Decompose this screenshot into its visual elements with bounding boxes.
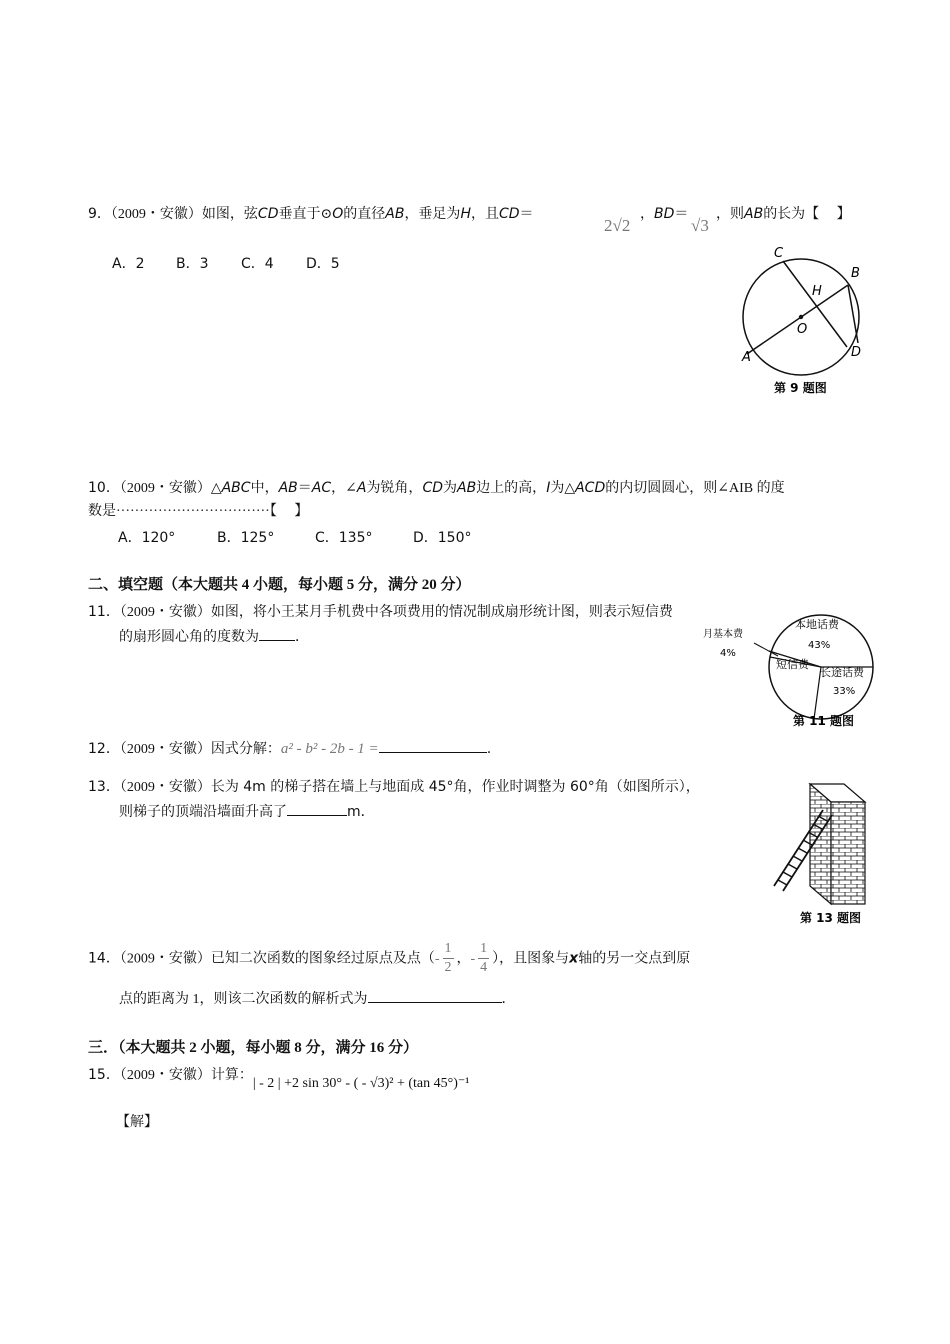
segment-bd	[848, 285, 858, 343]
q13-line1: 13．（2009・安徽）长为 4m 的梯子搭在墙上与地面成 45°角，作业时调整为 60°角（如图所示），	[88, 779, 700, 795]
fraction-one-quarter: $\frac{1}{4}$	[480, 941, 488, 975]
wall-front	[831, 802, 865, 904]
q9-line: 9．（2009・安徽）如图，弦CD垂直于⊙O的直径AB，垂足为H，且CD＝	[88, 206, 534, 222]
q9-figure	[730, 240, 875, 400]
q13-figure	[770, 780, 870, 930]
q9-options	[112, 253, 340, 273]
label-sms: 短信费	[776, 658, 809, 671]
q10-line2: 数是·································【 】	[88, 504, 309, 519]
value-base-fee: 4%	[720, 648, 736, 659]
q11-line1: 11．（2009・安徽）如图，将小王某月手机费中各项费用的情况制成扇形统计图，则表示短信费	[88, 604, 673, 620]
q9-bd-value: √3	[691, 216, 709, 235]
q15-line: 15．（2009・安徽）计算：| - 2 | +2 sin 30° - ( - √3)² + (tan 45°)⁻¹	[88, 1067, 470, 1091]
label-c: C	[774, 246, 784, 261]
q11-answer-blank[interactable]	[259, 626, 295, 641]
label-a: A	[742, 350, 751, 365]
q9-cd-value: 2√2	[604, 216, 631, 235]
q13-line2: 则梯子的顶端沿墙面升高了 m．	[119, 801, 375, 821]
diameter-ab	[747, 285, 848, 354]
q15-expression: | - 2 | +2 sin 30° - ( - √3)² + (tan 45°)⁻¹	[252, 1076, 470, 1091]
q10-option-c: C．135°	[315, 530, 373, 546]
q14-line1: 14．（2009・安徽）已知二次函数的图象经过原点及点（- $\frac{1}{2}$ ，- $\frac{1}{4}$ ），且图象与x轴的另一交点到原	[88, 941, 691, 975]
q9-option-b: B．3	[176, 256, 209, 272]
q14-answer-blank[interactable]	[368, 988, 502, 1003]
label-h: H	[812, 284, 822, 299]
q11-caption: 第 11 题图	[793, 714, 855, 728]
q11-line2: 的扇形圆心角的度数为 ．	[119, 626, 309, 646]
section-2-heading: 二、填空题（本大题共 4 小题，每小题 5 分，满分 20 分）	[88, 577, 471, 593]
q12-answer-blank[interactable]	[379, 738, 487, 753]
label-long-distance: 长途话费	[820, 666, 864, 679]
q9-caption: 第 9 题图	[774, 381, 827, 395]
q9-option-c: C．4	[241, 256, 274, 272]
q12-expression: a² - b² - 2b - 1 =	[280, 741, 379, 757]
label-base-fee: 月基本费	[703, 629, 743, 640]
q14-line2: 点的距离为 1，则该二次函数的解析式为 ．	[119, 988, 516, 1008]
section-3-heading: 三．（本大题共 2 小题，每小题 8 分，满分 16 分）	[88, 1040, 419, 1056]
chord-cd	[783, 261, 847, 347]
label-d: D	[851, 345, 862, 360]
q9-option-a: A．2	[112, 256, 145, 272]
q15-solution-label: 【解】	[116, 1115, 158, 1130]
label-b: B	[851, 266, 860, 281]
value-local-call: 43%	[808, 640, 831, 651]
value-long-distance: 33%	[833, 686, 856, 697]
fraction-one-half: $\frac{1}{2}$	[444, 941, 452, 975]
label-o: O	[797, 322, 808, 337]
q9-line-c: ，则AB的长为【 】	[716, 206, 851, 222]
q10-option-b: B．125°	[217, 530, 275, 546]
q13-caption: 第 13 题图	[800, 911, 862, 925]
label-local-call: 本地话费	[795, 618, 839, 631]
q12-line: 12．（2009・安徽）因式分解：a² - b² - 2b - 1 = .	[88, 738, 491, 758]
q9-option-d: D．5	[306, 256, 340, 272]
q9-line-b: ，BD＝	[640, 206, 689, 222]
q11-pie-chart	[700, 610, 880, 735]
center-dot	[799, 315, 803, 319]
q10-options	[118, 527, 472, 547]
q10-line1: 10．（2009・安徽）△ABC中，AB＝AC，∠A为锐角，CD为AB边上的高，I为△ACD的内切圆圆心，则∠AIB 的度	[88, 480, 785, 496]
q10-option-a: A．120°	[118, 530, 176, 546]
q10-option-d: D．150°	[413, 530, 472, 546]
q13-answer-blank[interactable]	[287, 801, 347, 816]
